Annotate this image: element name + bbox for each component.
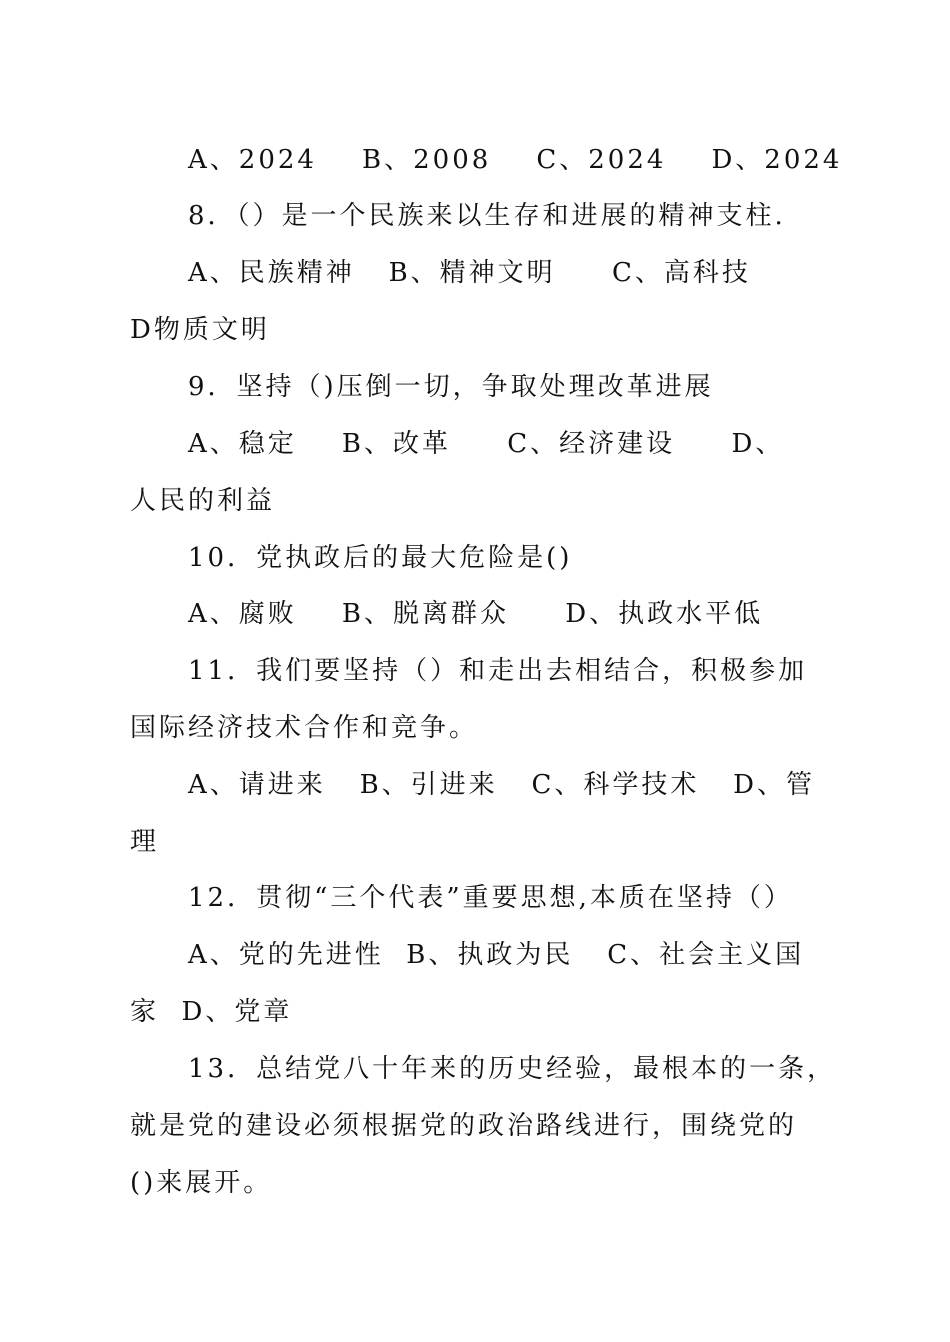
text-line: 就是党的建设必须根据党的政治路线进行，围绕党的 <box>130 1111 798 1141</box>
text-line: ()来展开。 <box>130 1168 273 1198</box>
text-line: 国际经济技术合作和竞争。 <box>130 713 479 743</box>
text-line: 9．坚持（)压倒一切，争取处理改革进展 <box>188 372 714 402</box>
text-line: A、民族精神 B、精神文明 C、高科技 <box>188 258 751 288</box>
text-line: 11．我们要坚持（）和走出去相结合，积极参加 <box>188 656 808 686</box>
text-line: A、党的先进性 B、执政为民 C、社会主义国 <box>188 940 805 970</box>
text-line: 12．贯彻“三个代表”重要思想,本质在坚持（） <box>188 883 793 913</box>
text-line: A、2024 B、2008 C、2024 D、2024 <box>188 145 843 175</box>
text-line: 8．（）是一个民族来以生存和进展的精神支柱. <box>188 201 786 231</box>
text-line: 10．党执政后的最大危险是() <box>188 543 573 573</box>
text-line: 理 <box>130 827 160 857</box>
text-line: A、腐败 B、脱离群众 D、执政水平低 <box>188 599 764 629</box>
text-line: 家 D、党章 <box>130 997 293 1027</box>
text-line: A、请进来 B、引进来 C、科学技术 D、管 <box>188 770 816 800</box>
text-line: D物质文明 <box>130 315 270 345</box>
text-line: 13．总结党八十年来的历史经验，最根本的一条， <box>188 1054 837 1084</box>
text-line: A、稳定 B、改革 C、经济建设 D、 <box>188 429 785 459</box>
text-line: 人民的利益 <box>130 486 276 516</box>
